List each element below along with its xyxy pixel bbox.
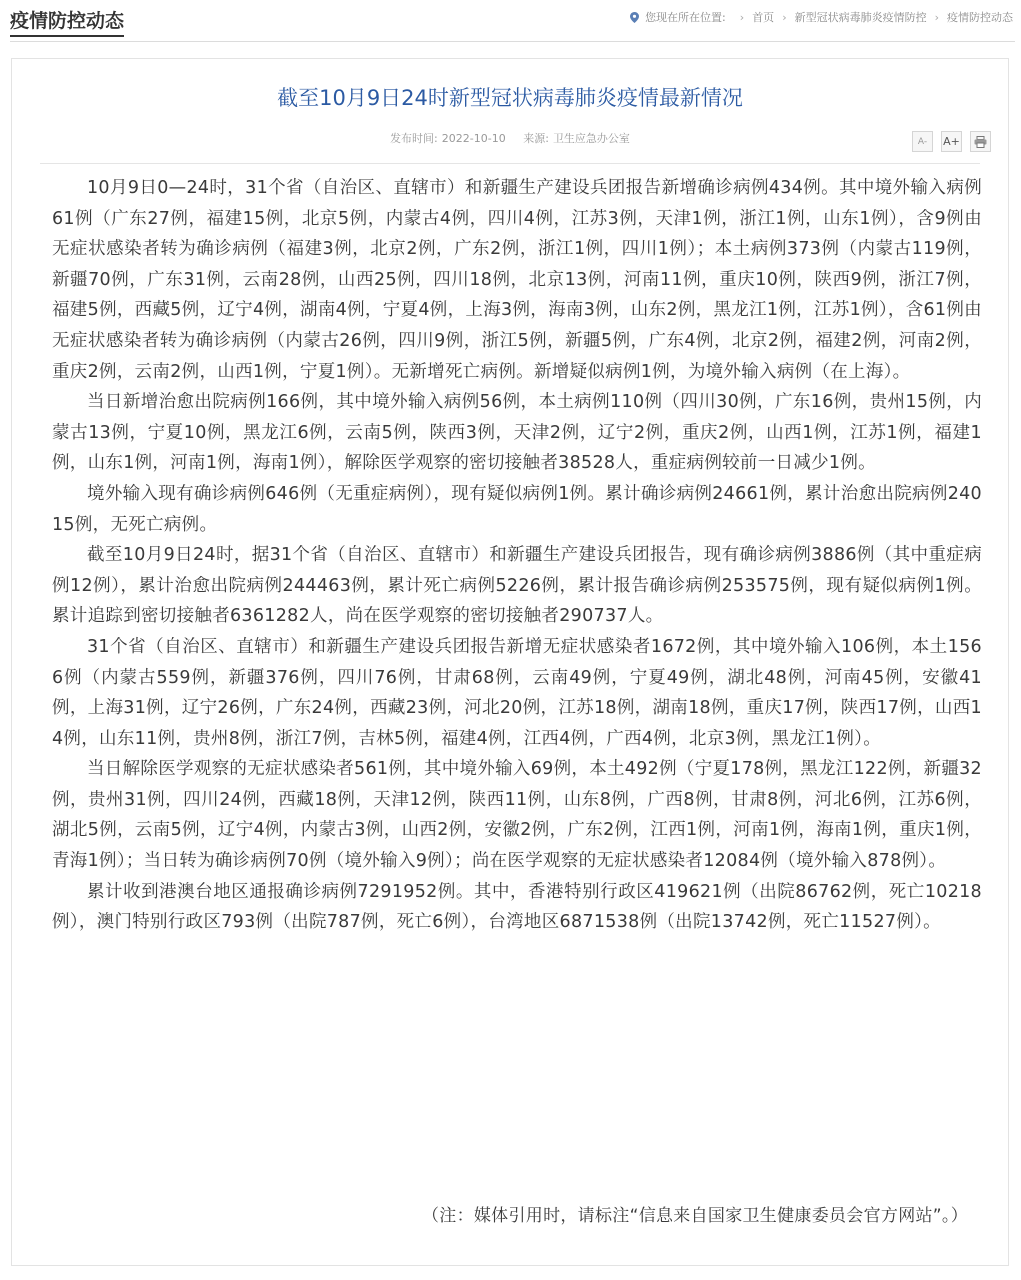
article-paragraph: 10月9日0—24时，31个省（自治区、直辖市）和新疆生产建设兵团报告新增确诊病例434例。其中境外输入病例61例（广东27例，福建15例，北京5例，内蒙古4例，四川4例，江苏3例，天津1例，浙江1例，山东1例），含9例由无症状感染者转为确诊病例（福建3例，北京2例，广东2例，浙江1例，四川1例）；本土病例373例（内蒙古119例，新疆70例，广东31例，云南28例，山西25例，四川18例，北京13例，河南11例，重庆10例，陕西9例，浙江7例，福建5例，西藏5例，辽宁4例，湖南4例，宁夏4例，上海3例，海南3例，山东2例，黑龙江1例，江苏1例），含61例由无症状感染者转为确诊病例（内蒙古26例，四川9例，浙江5例，新疆5例，广东4例，北京2例，福建2例，河南2例，重庆2例，云南2例，山西1例，宁夏1例）。无新增死亡病例。新增疑似病例1例，为境外输入病例（在上海）。 — [52, 178, 982, 382]
article-paragraph: 31个省（自治区、直辖市）和新疆生产建设兵团报告新增无症状感染者1672例，其中境外输入106例，本土1566例（内蒙古559例，新疆376例，四川76例，甘肃68例，云南49例，宁夏49例，湖北48例，河南45例，安徽41例，上海31例，辽宁26例，广东24例，西藏23例，河北20例，江苏18例，湖南18例，重庆17例，陕西17例，山西14例，山东11例，贵州8例，浙江7例，吉林5例，福建4例，江西4例，广西4例，北京3例，黑龙江1例）。 — [52, 636, 982, 749]
location-pin-icon — [630, 12, 639, 23]
section-title: 疫情防控动态 — [10, 10, 124, 37]
article-title: 截至10月9日24时新型冠状病毒肺炎疫情最新情况 — [277, 86, 743, 110]
breadcrumb-covid-link[interactable]: 新型冠状病毒肺炎疫情防控 — [794, 11, 927, 24]
article-paragraph: 累计收到港澳台地区通报确诊病例7291952例。其中，香港特别行政区419621例（出院86762例，死亡10218例），澳门特别行政区793例（出院787例，死亡6例），台湾地区6871538例（出院13742例，死亡11527例）。 — [52, 881, 982, 933]
font-larger-icon: A+ — [943, 135, 960, 148]
font-larger-button[interactable] — [941, 131, 962, 152]
article-paragraph: 当日解除医学观察的无症状感染者561例，其中境外输入69例，本土492例（宁夏178例，黑龙江122例，新疆32例，贵州31例，四川24例，西藏18例，天津12例，陕西11例，山东8例，广西8例，甘肃8例，河北6例，江苏6例，湖北5例，云南5例，辽宁4例，内蒙古3例，山西2例，安徽2例，广东2例，江西1例，河南1例，海南1例，重庆1例，青海1例）；当日转为确诊病例70例（境外输入9例）；尚在医学观察的无症状感染者12084例（境外输入878例）。 — [52, 759, 982, 872]
print-button[interactable] — [970, 131, 991, 152]
breadcrumb-separator-icon: › — [934, 10, 939, 24]
article-paragraph: 当日新增治愈出院病例166例，其中境外输入病例56例，本土病例110例（四川30例，广东16例，贵州15例，内蒙古13例，宁夏10例，黑龙江6例，云南5例，陕西3例，天津2例，辽宁2例，重庆2例，山西1例，江苏1例，福建1例，山东1例，河南1例，海南1例），解除医学观察的密切接触者38528人，重症病例较前一日减少1例。 — [52, 392, 982, 474]
publish-label: 发布时间: — [390, 132, 438, 145]
article-paragraph: 截至10月9日24时，据31个省（自治区、直辖市）和新疆生产建设兵团报告，现有确诊病例3886例（其中重症病例12例），累计治愈出院病例244463例，累计死亡病例5226例，累计报告确诊病例253575例，现有疑似病例1例。累计追踪到密切接触者6361282人，尚在医学观察的密切接触者290737人。 — [52, 545, 982, 627]
header-divider — [10, 41, 1015, 42]
article-paragraph: 境外输入现有确诊病例646例（无重症病例），现有疑似病例1例。累计确诊病例24661例，累计治愈出院病例24015例，无死亡病例。 — [52, 483, 982, 535]
page-header — [0, 0, 1021, 42]
publish-date: 2022-10-10 — [441, 132, 506, 145]
article-meta — [12, 130, 1008, 146]
article-panel — [11, 58, 1009, 1266]
breadcrumb-home-link[interactable]: 首页 — [752, 11, 775, 24]
font-smaller-icon: A- — [917, 136, 928, 147]
article-tools — [912, 131, 991, 152]
breadcrumb-separator-icon: › — [782, 10, 787, 24]
breadcrumb-separator-icon: › — [739, 10, 745, 24]
source-value: 卫生应急办公室 — [552, 132, 630, 145]
breadcrumb — [630, 9, 1013, 25]
article-body — [52, 173, 982, 938]
breadcrumb-prefix: 您现在所在位置: — [645, 11, 726, 24]
font-smaller-button[interactable] — [912, 131, 933, 152]
printer-icon — [974, 136, 987, 148]
source-label: 来源: — [523, 132, 549, 145]
citation-note: （注：媒体引用时，请标注“信息来自国家卫生健康委员会官方网站”。） — [421, 1206, 968, 1226]
title-divider — [40, 163, 980, 164]
breadcrumb-current-link[interactable]: 疫情防控动态 — [947, 11, 1013, 24]
